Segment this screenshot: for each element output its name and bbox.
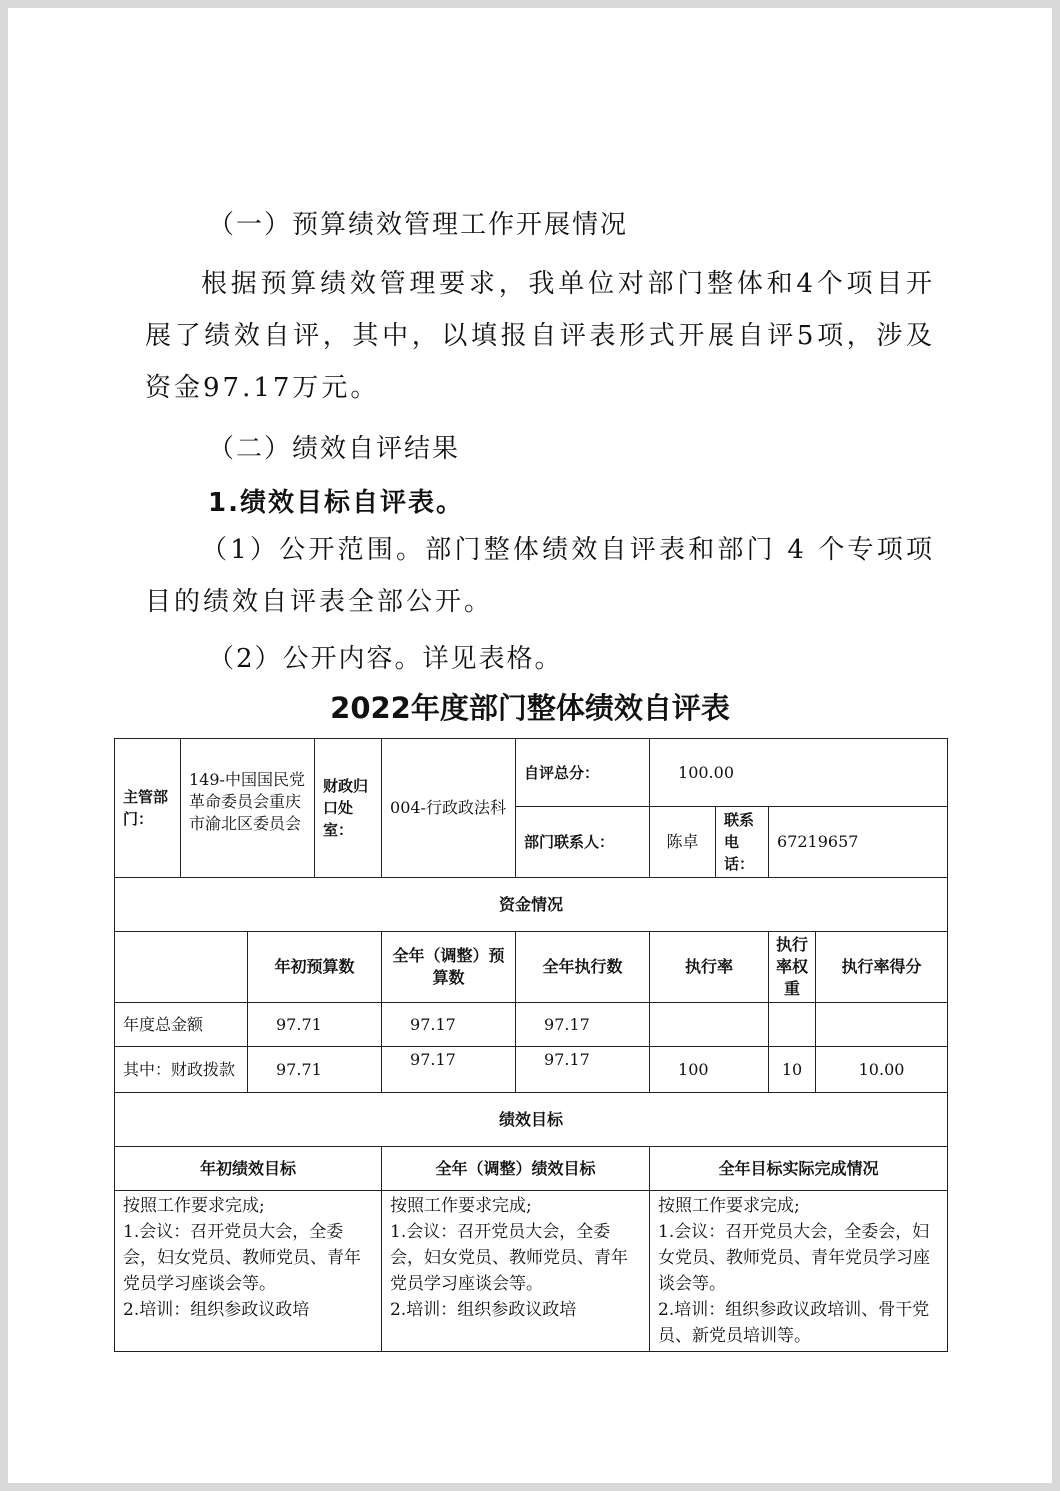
goal-col-initial: 年初绩效目标 <box>115 1147 382 1191</box>
section-heading-3: 1.绩效目标自评表。 <box>208 488 464 518</box>
col-adjusted-budget: 全年（调整）预算数 <box>382 932 516 1003</box>
row-total-adjusted: 97.17 <box>382 1003 516 1047</box>
row-fiscal-rate: 100 <box>650 1047 769 1093</box>
col-executed: 全年执行数 <box>516 932 650 1003</box>
goal-actual-text: 按照工作要求完成; 1.会议：召开党员大会，全委会，妇女党员、教师党员、青年党员学习座谈会等。 2.培训：组织参政议政培训、骨干党员、新党员培训等。 <box>650 1191 948 1352</box>
dept-value-cell: 149-中国国民党革命委员会重庆市渝北区委员会 <box>181 739 315 878</box>
finance-value-cell: 004-行政政法科 <box>382 739 516 878</box>
goal-col-adjusted: 全年（调整）绩效目标 <box>382 1147 650 1191</box>
row-fiscal-adjusted: 97.17 <box>382 1047 516 1093</box>
col-rate-score: 执行率得分 <box>816 932 948 1003</box>
row-fiscal-initial: 97.71 <box>248 1047 382 1093</box>
dept-label-cell: 主管部门： <box>115 739 181 878</box>
self-evaluation-table <box>114 738 948 1352</box>
phone-label-cell: 联系电话： <box>716 807 769 878</box>
row-fiscal-weight: 10 <box>769 1047 816 1093</box>
goals-header-cell: 绩效目标 <box>115 1093 948 1147</box>
funds-header-cell: 资金情况 <box>115 878 948 932</box>
row-total-weight <box>769 1003 816 1047</box>
goal-adjusted-text: 按照工作要求完成; 1.会议：召开党员大会，全委会，妇女党员、教师党员、青年党员学习座谈会等。 2.培训：组织参政议政培 <box>382 1191 650 1352</box>
goal-initial-text: 按照工作要求完成; 1.会议：召开党员大会，全委会，妇女党员、教师党员、青年党员学习座谈会等。 2.培训：组织参政议政培 <box>115 1191 382 1352</box>
paragraph-1: 根据预算绩效管理要求，我单位对部门整体和4个项目开展了绩效自评，其中，以填报自评表形式开展自评5项，涉及资金97.17万元。 <box>145 269 935 403</box>
finance-label-cell: 财政归口处室： <box>315 739 382 878</box>
table-title: 2022年度部门整体绩效自评表 <box>330 691 730 725</box>
row-total-executed: 97.17 <box>516 1003 650 1047</box>
score-label-cell: 自评总分： <box>516 739 650 807</box>
row-total-score <box>816 1003 948 1047</box>
paragraph-3: （2）公开内容。详见表格。 <box>208 644 563 674</box>
score-value-cell: 100.00 <box>650 739 948 807</box>
goal-col-actual: 全年目标实际完成情况 <box>650 1147 948 1191</box>
phone-value-cell: 67219657 <box>769 807 948 878</box>
row-total-rate <box>650 1003 769 1047</box>
funds-corner-cell <box>115 932 248 1003</box>
contact-label-cell: 部门联系人： <box>516 807 650 878</box>
row-fiscal-executed: 97.17 <box>516 1047 650 1093</box>
row-fiscal-label: 其中：财政拨款 <box>115 1047 248 1093</box>
row-fiscal-score: 10.00 <box>816 1047 948 1093</box>
paragraph-2: （1）公开范围。部门整体绩效自评表和部门 4 个专项项目的绩效自评表全部公开。 <box>145 535 935 617</box>
document-page <box>8 8 1052 1483</box>
col-exec-rate: 执行率 <box>650 932 769 1003</box>
contact-value-cell: 陈卓 <box>650 807 716 878</box>
row-total-initial: 97.71 <box>248 1003 382 1047</box>
col-initial-budget: 年初预算数 <box>248 932 382 1003</box>
col-rate-weight: 执行率权重 <box>769 932 816 1003</box>
section-heading-1: （一）预算绩效管理工作开展情况 <box>208 210 629 240</box>
row-total-label: 年度总金额 <box>115 1003 248 1047</box>
section-heading-2: （二）绩效自评结果 <box>208 434 461 464</box>
